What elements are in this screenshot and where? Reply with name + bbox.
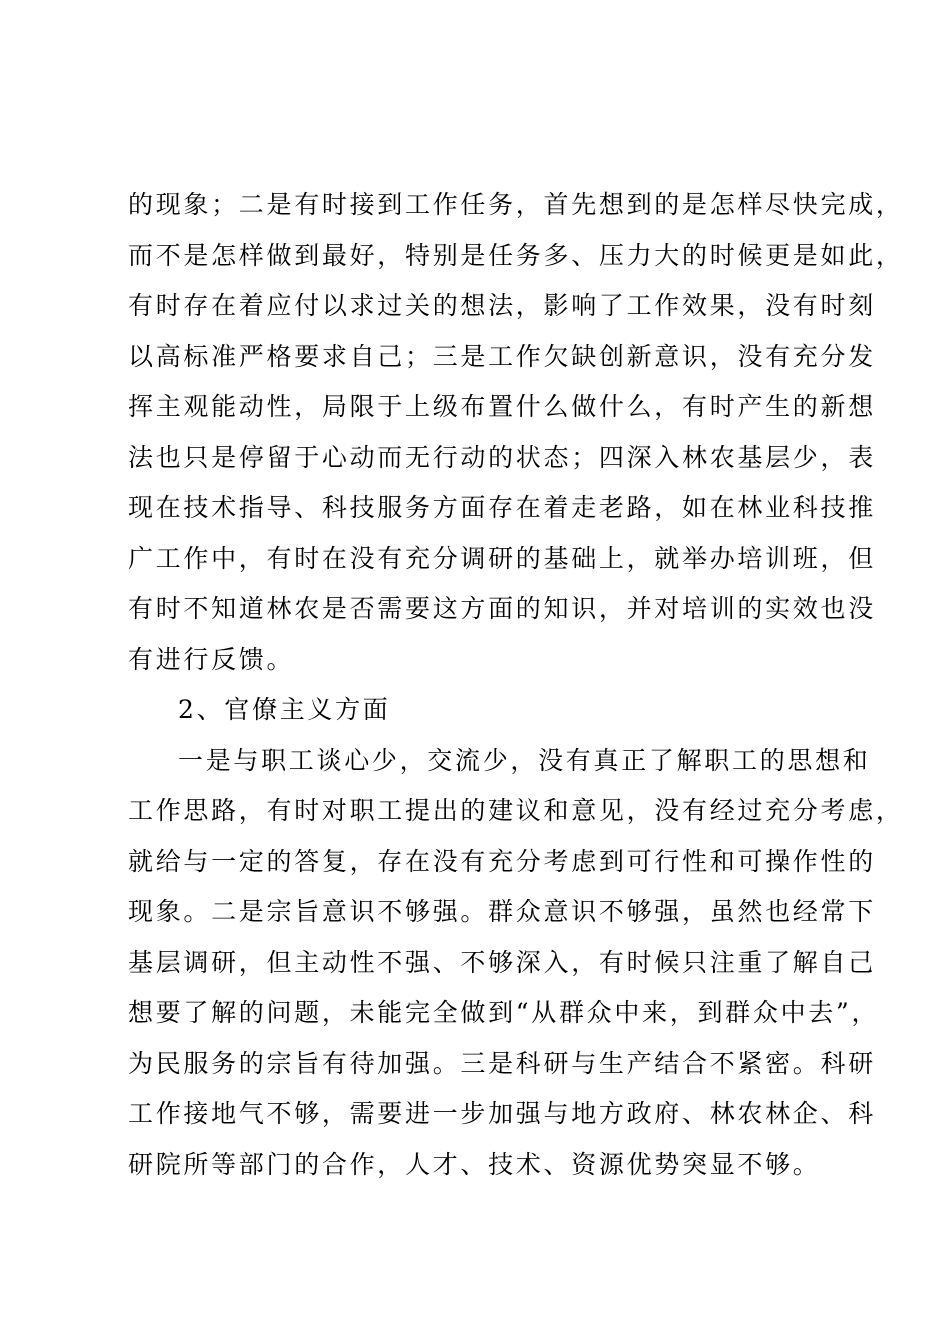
paragraph-line: 而不是怎样做到最好，特别是任务多、压力大的时候更是如此， (128, 240, 904, 270)
paragraph-line: 的现象；二是有时接到工作任务，首先想到的是怎样尽快完成， (128, 190, 904, 219)
paragraph-line: 广工作中，有时在没有充分调研的基础上，就举办培训班，但 (128, 543, 876, 573)
paragraph-line: 为民服务的宗旨有待加强。三是科研与生产结合不紧密。科研 (128, 1048, 876, 1078)
paragraph-line: 工作接地气不够，需要进一步加强与地方政府、林农林企、科 (128, 1099, 876, 1128)
paragraph-line: 以高标准严格要求自己；三是工作欠缺创新意识，没有充分发 (128, 341, 876, 371)
paragraph-line: 现象。二是宗旨意识不够强。群众意识不够强，虽然也经常下 (128, 897, 876, 926)
paragraph-line: 有时不知道林农是否需要这方面的知识，并对培训的实效也没 (128, 594, 876, 623)
paragraph-line-last: 有进行反馈。 (128, 644, 295, 674)
paragraph-line: 现在技术指导、科技服务方面存在着走老路，如在林业科技推 (128, 493, 876, 522)
paragraph-line: 挥主观能动性，局限于上级布置什么做什么，有时产生的新想 (128, 392, 876, 421)
paragraph-officialism (128, 736, 904, 1191)
paragraph-line: 法也只是停留于心动而无行动的状态；四深入林农基层少，表 (128, 442, 876, 472)
document-body (128, 180, 904, 1190)
paragraph-first-line: 一是与职工谈心少，交流少，没有真正了解职工的思想和 (178, 745, 871, 775)
section-heading: 2、官僚主义方面 (178, 695, 391, 724)
paragraph-continued (128, 180, 904, 685)
paragraph-line: 就给与一定的答复，存在没有充分考虑到可行性和可操作性的 (128, 846, 876, 876)
paragraph-line: 想要了解的问题，未能完全做到“从群众中来，到群众中去”， (128, 998, 880, 1027)
paragraph-line: 有时存在着应付以求过关的想法，影响了工作效果，没有时刻 (128, 291, 876, 320)
paragraph-line: 工作思路，有时对职工提出的建议和意见，没有经过充分考虑， (128, 796, 904, 825)
paragraph-line-last: 研院所等部门的合作，人才、技术、资源优势突显不够。 (128, 1149, 821, 1179)
paragraph-line: 基层调研，但主动性不强、不够深入，有时候只注重了解自己 (128, 947, 876, 977)
